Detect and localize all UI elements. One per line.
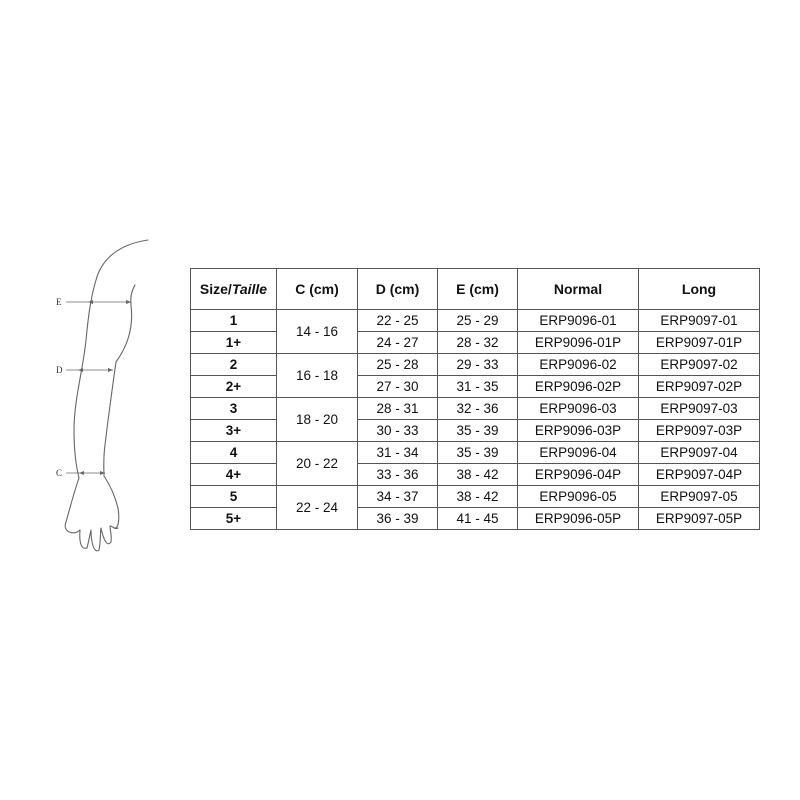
cell-c-range: 14 - 16 bbox=[277, 310, 358, 354]
cell-long-code: ERP9097-05 bbox=[639, 486, 760, 508]
cell-size: 5 bbox=[191, 486, 277, 508]
cell-long-code: ERP9097-02 bbox=[639, 354, 760, 376]
cell-normal-code: ERP9096-05P bbox=[518, 508, 639, 530]
cell-e-range: 38 - 42 bbox=[438, 486, 518, 508]
cell-normal-code: ERP9096-04P bbox=[518, 464, 639, 486]
cell-long-code: ERP9097-01 bbox=[639, 310, 760, 332]
cell-long-code: ERP9097-03 bbox=[639, 398, 760, 420]
header-d: D (cm) bbox=[358, 269, 438, 310]
cell-long-code: ERP9097-05P bbox=[639, 508, 760, 530]
cell-d-range: 25 - 28 bbox=[358, 354, 438, 376]
cell-d-range: 27 - 30 bbox=[358, 376, 438, 398]
cell-size: 5+ bbox=[191, 508, 277, 530]
table-row bbox=[191, 398, 760, 420]
header-long: Long bbox=[639, 269, 760, 310]
measure-d-arrow-right bbox=[108, 368, 113, 372]
table-row bbox=[191, 354, 760, 376]
cell-c-range: 20 - 22 bbox=[277, 442, 358, 486]
table-row bbox=[191, 442, 760, 464]
cell-e-range: 29 - 33 bbox=[438, 354, 518, 376]
cell-normal-code: ERP9096-04 bbox=[518, 442, 639, 464]
cell-e-range: 25 - 29 bbox=[438, 310, 518, 332]
cell-size: 2+ bbox=[191, 376, 277, 398]
measure-c-arrow-left bbox=[79, 471, 84, 475]
header-normal: Normal bbox=[518, 269, 639, 310]
cell-normal-code: ERP9096-01 bbox=[518, 310, 639, 332]
table-row bbox=[191, 332, 760, 354]
cell-e-range: 38 - 42 bbox=[438, 464, 518, 486]
cell-e-range: 35 - 39 bbox=[438, 420, 518, 442]
table-row bbox=[191, 464, 760, 486]
arm-measurement-diagram bbox=[50, 230, 170, 570]
cell-normal-code: ERP9096-02P bbox=[518, 376, 639, 398]
cell-size: 2 bbox=[191, 354, 277, 376]
cell-d-range: 30 - 33 bbox=[358, 420, 438, 442]
cell-c-range: 16 - 18 bbox=[277, 354, 358, 398]
hand-outline bbox=[65, 522, 118, 551]
cell-size: 4 bbox=[191, 442, 277, 464]
measure-d-arrow-left bbox=[78, 368, 83, 372]
cell-size: 3 bbox=[191, 398, 277, 420]
cell-long-code: ERP9097-02P bbox=[639, 376, 760, 398]
size-table-body bbox=[191, 310, 760, 530]
cell-d-range: 34 - 37 bbox=[358, 486, 438, 508]
cell-d-range: 22 - 25 bbox=[358, 310, 438, 332]
cell-d-range: 36 - 39 bbox=[358, 508, 438, 530]
arm-outline-illustration bbox=[50, 230, 170, 570]
cell-c-range: 18 - 20 bbox=[277, 398, 358, 442]
arm-left-outline bbox=[66, 240, 148, 522]
cell-normal-code: ERP9096-05 bbox=[518, 486, 639, 508]
table-row bbox=[191, 420, 760, 442]
table-row bbox=[191, 310, 760, 332]
cell-normal-code: ERP9096-03P bbox=[518, 420, 639, 442]
measure-label-c: C bbox=[56, 468, 63, 478]
cell-long-code: ERP9097-03P bbox=[639, 420, 760, 442]
cell-normal-code: ERP9096-01P bbox=[518, 332, 639, 354]
shoulder-line bbox=[131, 285, 135, 305]
header-size bbox=[191, 269, 277, 310]
cell-long-code: ERP9097-01P bbox=[639, 332, 760, 354]
cell-d-range: 28 - 31 bbox=[358, 398, 438, 420]
cell-normal-code: ERP9096-02 bbox=[518, 354, 639, 376]
cell-e-range: 28 - 32 bbox=[438, 332, 518, 354]
table-header-row bbox=[191, 269, 760, 310]
cell-e-range: 32 - 36 bbox=[438, 398, 518, 420]
cell-size: 1 bbox=[191, 310, 277, 332]
cell-e-range: 35 - 39 bbox=[438, 442, 518, 464]
header-size-main: Size/ bbox=[199, 281, 232, 297]
cell-size: 4+ bbox=[191, 464, 277, 486]
cell-e-range: 31 - 35 bbox=[438, 376, 518, 398]
header-size-italic: Taille bbox=[231, 281, 268, 297]
header-e: E (cm) bbox=[438, 269, 518, 310]
table-row bbox=[191, 508, 760, 530]
cell-d-range: 31 - 34 bbox=[358, 442, 438, 464]
cell-long-code: ERP9097-04P bbox=[639, 464, 760, 486]
table-row bbox=[191, 376, 760, 398]
cell-size: 3+ bbox=[191, 420, 277, 442]
measure-label-d: D bbox=[56, 365, 63, 375]
cell-d-range: 33 - 36 bbox=[358, 464, 438, 486]
cell-long-code: ERP9097-04 bbox=[639, 442, 760, 464]
cell-d-range: 24 - 27 bbox=[358, 332, 438, 354]
cell-normal-code: ERP9096-03 bbox=[518, 398, 639, 420]
cell-c-range: 22 - 24 bbox=[277, 486, 358, 530]
table-row bbox=[191, 486, 760, 508]
header-c: C (cm) bbox=[277, 269, 358, 310]
cell-e-range: 41 - 45 bbox=[438, 508, 518, 530]
cell-size: 1+ bbox=[191, 332, 277, 354]
arm-right-outline bbox=[104, 305, 132, 528]
measure-label-e: E bbox=[56, 297, 62, 307]
size-chart-table bbox=[190, 268, 760, 530]
